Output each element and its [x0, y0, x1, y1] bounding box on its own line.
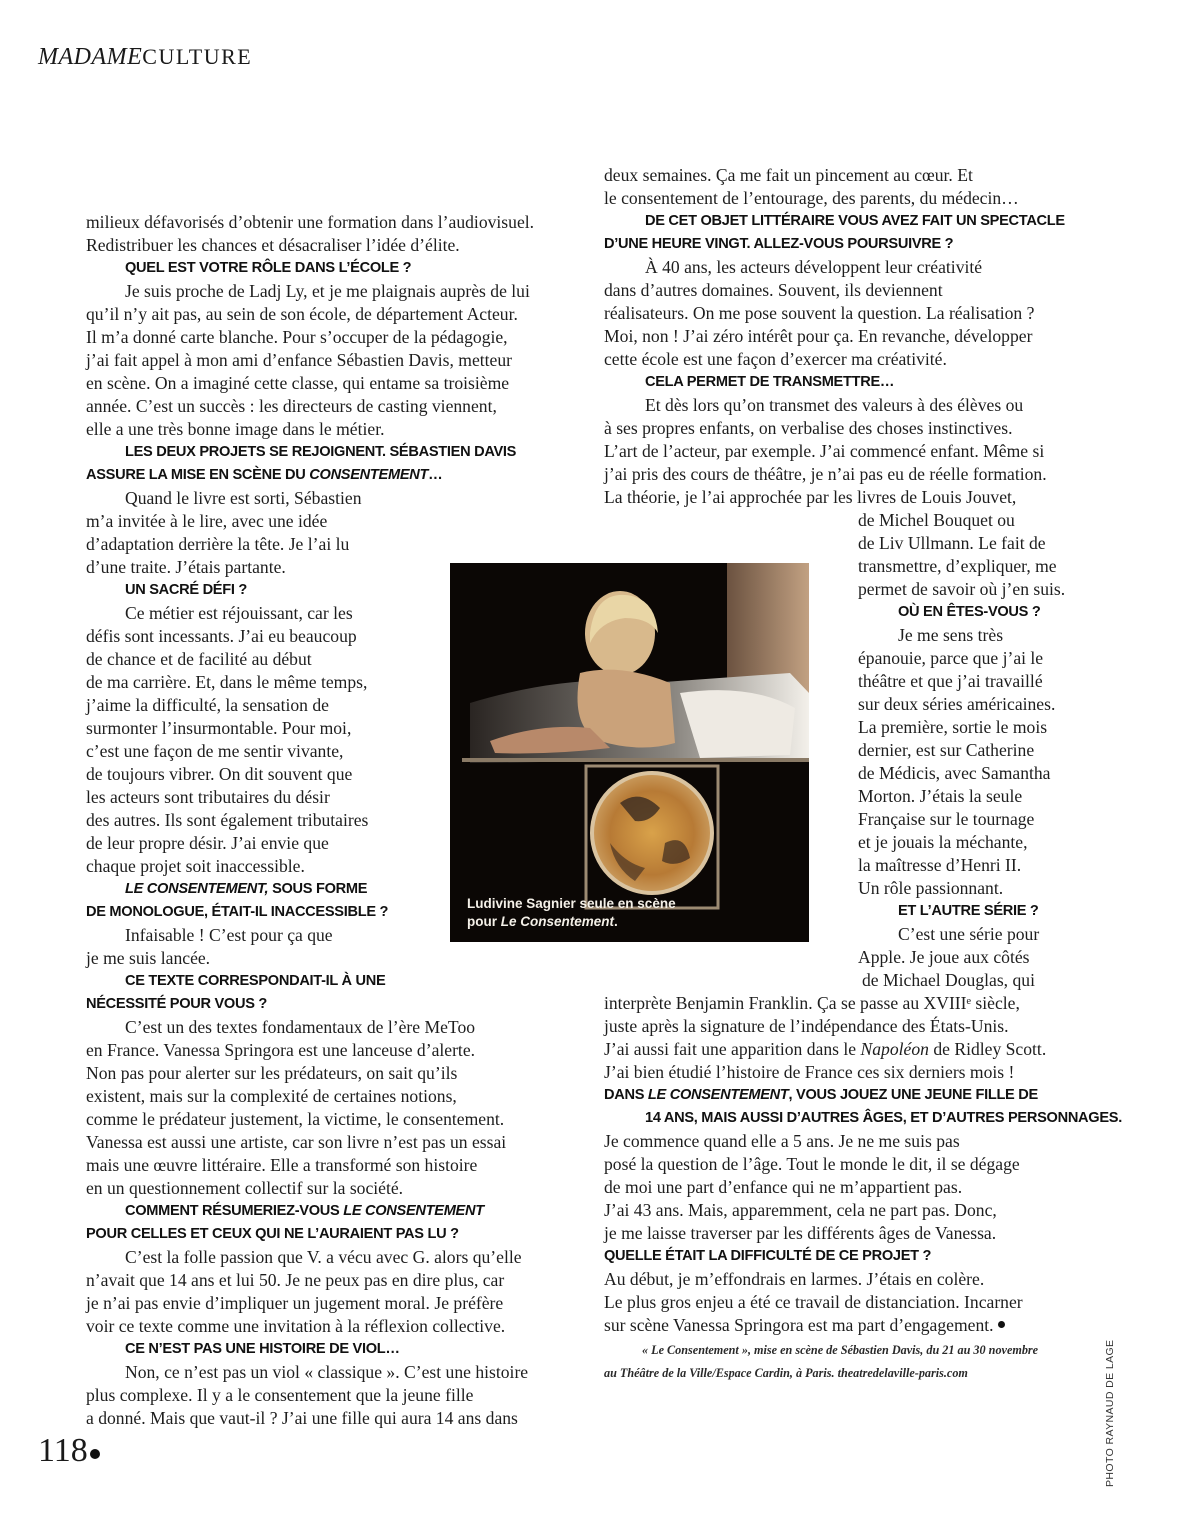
body-text-line: La théorie, je l’ai approchée par les livres de Louis Jouvet, — [604, 487, 1017, 507]
body-text-line: de Michel Bouquet ou — [858, 510, 1015, 530]
body-text-line: Apple. Je joue aux côtés — [858, 947, 1030, 967]
question-line: OÙ EN ÊTES-VOUS ? — [898, 604, 1041, 620]
question-line: DANS LE CONSENTEMENT, VOUS JOUEZ UNE JEUNE FILLE DE — [604, 1087, 1038, 1103]
body-text-line: de toujours vibrer. On dit souvent que — [86, 764, 353, 784]
body-text-line: mais une œuvre littéraire. Elle a transformé son histoire — [86, 1155, 478, 1175]
body-text-line: Et dès lors qu’on transmet des valeurs à des élèves ou — [645, 395, 1024, 415]
caption-suffix: . — [614, 914, 618, 929]
body-text-line: je n’ai pas envie d’impliquer un jugement moral. Je préfère — [86, 1293, 504, 1313]
body-text-line: dans d’autres domaines. Souvent, ils deviennent — [604, 280, 943, 300]
body-text-line: surmonter l’insurmontable. Pour moi, — [86, 718, 352, 738]
body-text-line: Française sur le tournage — [858, 809, 1035, 829]
body-text-line: interprète Benjamin Franklin. Ça se passe au XVIIIᵉ siècle, — [604, 993, 1020, 1013]
body-text-line: voir ce texte comme une invitation à la réflexion collective. — [86, 1316, 506, 1336]
body-text-line: C’est la folle passion que V. a vécu avec G. alors qu’elle — [125, 1247, 522, 1267]
body-text-line: de Médicis, avec Samantha — [858, 763, 1051, 783]
body-text-line: épanouie, parce que j’ai le — [858, 648, 1044, 668]
body-text-line: posé la question de l’âge. Tout le monde le dit, il se dégage — [604, 1154, 1020, 1174]
body-text-line: Morton. J’étais la seule — [858, 786, 1023, 806]
body-text-line: comme le prédateur justement, la victime, le consentement. — [86, 1109, 505, 1129]
body-text-line: Je suis proche de Ladj Ly, et je me plaignais auprès de lui — [125, 281, 530, 301]
body-text-line: réalisateurs. On me pose souvent la question. La réalisation ? — [604, 303, 1035, 323]
body-text-line: et je jouais la méchante, — [858, 832, 1028, 852]
body-text-line: j’ai pris des cours de théâtre, je n’ai pas eu de réelle formation. — [604, 464, 1047, 484]
photo-caption-line2 — [467, 914, 618, 929]
body-text-line: Un rôle passionnant. — [858, 878, 1004, 898]
body-text-line: C’est un des textes fondamentaux de l’ère MeToo — [125, 1017, 476, 1037]
question-line: ASSURE LA MISE EN SCÈNE DU CONSENTEMENT… — [86, 467, 443, 483]
body-text-line: Redistribuer les chances et désacraliser l’idée d’élite. — [86, 235, 460, 255]
question-line: CE N’EST PAS UNE HISTOIRE DE VIOL… — [125, 1341, 400, 1357]
body-text-line: Ce métier est réjouissant, car les — [125, 603, 353, 623]
question-line: CE TEXTE CORRESPONDAIT-IL À UNE — [125, 973, 386, 989]
body-text-line: Je me sens très — [898, 625, 1004, 645]
question-line: COMMENT RÉSUMERIEZ-VOUS LE CONSENTEMENT — [125, 1203, 484, 1219]
italic-title: LE CONSENTEMENT — [647, 1087, 789, 1103]
body-text-line: de Michael Douglas, qui — [862, 970, 1035, 990]
body-text-line: m’a invitée à le lire, avec une idée — [86, 511, 328, 531]
body-text-line: Infaisable ! C’est pour ça que — [125, 925, 333, 945]
body-text-line: des autres. Ils sont également tributaires — [86, 810, 369, 830]
body-text-line: le consentement de l’entourage, des parents, du médecin… — [604, 188, 1019, 208]
body-text-line: à ses propres enfants, on verbalise des choses instinctives. — [604, 418, 1013, 438]
question-line: LE CONSENTEMENT, SOUS FORME — [125, 881, 368, 897]
question-line: CELA PERMET DE TRANSMETTRE… — [645, 374, 895, 390]
italic-title: Napoléon — [860, 1039, 929, 1059]
stage-photo-illustration — [450, 563, 809, 942]
body-text-line: Non, ce n’est pas un viol « classique ». C’est une histoire — [125, 1362, 529, 1382]
body-text-line: Quand le livre est sorti, Sébastien — [125, 488, 362, 508]
body-text-line: j’ai fait appel à mon ami d’enfance Sébastien Davis, metteur — [86, 350, 512, 370]
body-text-line: a donné. Mais que vaut-il ? J’ai une fille qui aura 14 ans dans — [86, 1408, 518, 1428]
body-text-line: j’aime la difficulté, la sensation de — [86, 695, 329, 715]
body-text-line: C’est une série pour — [898, 924, 1040, 944]
caption-title: Le Consentement — [500, 914, 615, 929]
body-text-line: J’ai bien étudié l’histoire de France ces six derniers mois ! — [604, 1062, 1015, 1082]
body-text-line: de Liv Ullmann. Le fait de — [858, 533, 1046, 553]
body-text-line: les acteurs sont tributaires du désir — [86, 787, 330, 807]
question-line: D’UNE HEURE VINGT. ALLEZ-VOUS POURSUIVRE ? — [604, 236, 954, 252]
body-text-line: c’est une façon de me sentir vivante, — [86, 741, 344, 761]
body-text-line: elle a une très bonne image dans le métier. — [86, 419, 385, 439]
body-text-line: plus complexe. Il y a le consentement que la jeune fille — [86, 1385, 474, 1405]
body-text-line: J’ai 43 ans. Mais, apparemment, cela ne part pas. Donc, — [604, 1200, 997, 1220]
section-name: CULTURE — [142, 44, 253, 69]
magazine-name: MADAME — [38, 44, 143, 70]
end-mark-icon — [998, 1321, 1005, 1328]
body-text-line: de leur propre désir. J’ai envie que — [86, 833, 329, 853]
page-number-text: 118 — [38, 1432, 88, 1469]
body-text-line: J’ai aussi fait une apparition dans le Napoléon de Ridley Scott. — [604, 1039, 1047, 1059]
body-text-line: en scène. On a imaginé cette classe, qui entame sa troisième — [86, 373, 510, 393]
question-line: LES DEUX PROJETS SE REJOIGNENT. SÉBASTIEN DAVIS — [125, 444, 517, 460]
italic-title: CONSENTEMENT — [309, 467, 429, 483]
question-line: DE MONOLOGUE, ÉTAIT-IL INACCESSIBLE ? — [86, 904, 389, 920]
body-text-line: Non pas pour alerter sur les prédateurs, on sait qu’ils — [86, 1063, 458, 1083]
question-line: 14 ANS, MAIS AUSSI D’AUTRES ÂGES, ET D’AUTRES PERSONNAGES. — [645, 1110, 1122, 1126]
body-text-line: Vanessa est aussi une artiste, car son livre n’est pas un essai — [86, 1132, 507, 1152]
body-text-line: dernier, est sur Catherine — [858, 740, 1035, 760]
photo-caption-line1: Ludivine Sagnier seule en scène — [467, 896, 676, 911]
body-text-line: de ma carrière. Et, dans le même temps, — [86, 672, 368, 692]
article-photo — [450, 563, 809, 942]
body-text-line: chaque projet soit inaccessible. — [86, 856, 305, 876]
italic-title: LE CONSENTEMENT — [343, 1203, 484, 1219]
body-text-line: année. C’est un succès : les directeurs de casting viennent, — [86, 396, 497, 416]
caption-prefix: pour — [467, 914, 501, 929]
bullet-icon — [90, 1449, 100, 1459]
question-line: NÉCESSITÉ POUR VOUS ? — [86, 996, 268, 1012]
magazine-header — [38, 44, 252, 71]
body-text-line: défis sont incessants. J’ai eu beaucoup — [86, 626, 357, 646]
body-text-line: qu’il n’y ait pas, au sein de son école, de département Acteur. — [86, 304, 518, 324]
body-text-line: sur scène Vanessa Springora est ma part d’engagement. — [604, 1314, 1005, 1337]
show-info-line1: « Le Consentement », mise en scène de Sébastien Davis, du 21 au 30 novembre — [642, 1343, 1039, 1357]
body-text-line: théâtre et que j’ai travaillé — [858, 671, 1043, 691]
body-text-line: en un questionnement collectif sur la société. — [86, 1178, 404, 1198]
body-text-line: Le plus gros enjeu a été ce travail de distanciation. Incarner — [604, 1292, 1023, 1312]
body-text-line: juste après la signature de l’indépendance des États-Unis. — [604, 1016, 1009, 1036]
body-text-line: La première, sortie le mois — [858, 717, 1048, 737]
body-text-line: la maîtresse d’Henri II. — [858, 855, 1022, 875]
question-line: QUEL EST VOTRE RÔLE DANS L’ÉCOLE ? — [125, 260, 412, 276]
question-line: UN SACRÉ DÉFI ? — [125, 582, 247, 598]
body-text-line: Moi, non ! J’ai zéro intérêt pour ça. En revanche, développer — [604, 326, 1033, 346]
italic-title: LE CONSENTEMENT, — [125, 881, 269, 897]
question-line: POUR CELLES ET CEUX QUI NE L’AURAIENT PAS LU ? — [86, 1226, 459, 1242]
body-text-line: je me suis lancée. — [86, 948, 211, 968]
body-text-line: sur deux séries américaines. — [858, 694, 1056, 714]
body-text-line: permet de savoir où j’en suis. — [858, 579, 1066, 599]
question-line: QUELLE ÉTAIT LA DIFFICULTÉ DE CE PROJET ? — [604, 1248, 932, 1264]
body-text-line: n’avait que 14 ans et lui 50. Je ne peux pas en dire plus, car — [86, 1270, 505, 1290]
body-text-line: existent, mais sur la complexité de certaines notions, — [86, 1086, 457, 1106]
body-text-line: de chance et de facilité au début — [86, 649, 312, 669]
body-text-line: Il m’a donné carte blanche. Pour s’occuper de la pédagogie, — [86, 327, 508, 347]
body-text-line: je me laisse traverser par les différents âges de Vanessa. — [604, 1223, 997, 1243]
body-text-line: d’adaptation derrière la tête. Je l’ai lu — [86, 534, 350, 554]
question-line: ET L’AUTRE SÉRIE ? — [898, 903, 1039, 919]
body-text-line: d’une traite. J’étais partante. — [86, 557, 286, 577]
photo-credit: PHOTO RAYNAUD DE LAGE — [1104, 1339, 1116, 1487]
body-text-line: L’art de l’acteur, par exemple. J’ai commencé enfant. Même si — [604, 441, 1045, 461]
show-info-line2: au Théâtre de la Ville/Espace Cardin, à Paris. theatredelaville-paris.com — [604, 1366, 968, 1380]
body-text-line: de moi une part d’enfance qui ne m’appartient pas. — [604, 1177, 963, 1197]
question-line: DE CET OBJET LITTÉRAIRE VOUS AVEZ FAIT UN SPECTACLE — [645, 213, 1065, 229]
body-text-line: en France. Vanessa Springora est une lanceuse d’alerte. — [86, 1040, 476, 1060]
body-text-line: milieux défavorisés d’obtenir une formation dans l’audiovisuel. — [86, 212, 535, 232]
body-text-line: Au début, je m’effondrais en larmes. J’étais en colère. — [604, 1269, 985, 1289]
body-text-line: Je commence quand elle a 5 ans. Je ne me suis pas — [604, 1131, 960, 1151]
body-text-line: cette école est une façon d’exercer ma créativité. — [604, 349, 947, 369]
body-text-line: transmettre, d’expliquer, me — [858, 556, 1057, 576]
body-text-line: deux semaines. Ça me fait un pincement au cœur. Et — [604, 165, 973, 185]
page-number — [38, 1432, 100, 1470]
body-text-line: À 40 ans, les acteurs développent leur créativité — [645, 257, 983, 277]
